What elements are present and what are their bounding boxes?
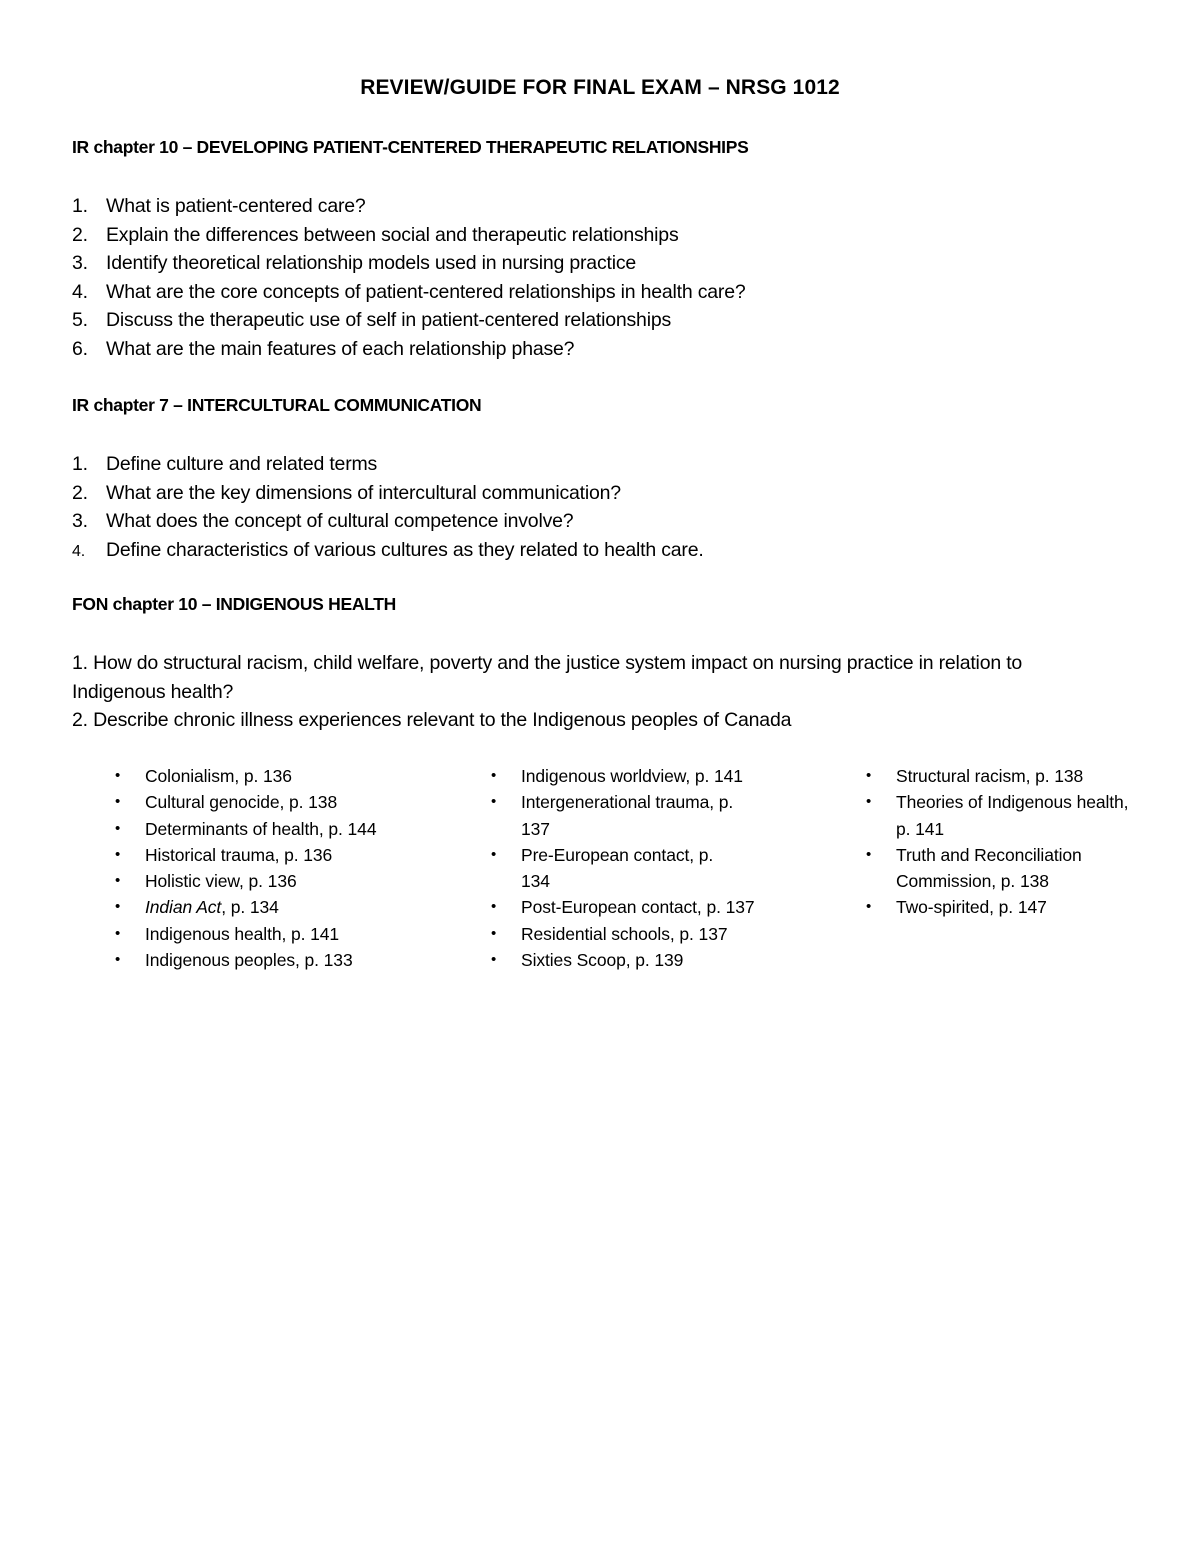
question-item: 1. How do structural racism, child welfare, poverty and the justice system impact on nursing practice in relation to Indigenous health? — [72, 652, 1023, 703]
term-item: • Theories of Indigenous health, p. 141 — [866, 789, 1131, 842]
bullet-icon: • — [115, 767, 121, 784]
question-list-ir-chapter-7 — [72, 450, 704, 564]
question-item: 2. What are the key dimensions of intercultural communication? — [72, 481, 621, 504]
bullet-icon: • — [491, 924, 497, 942]
bullet-icon: • — [866, 793, 872, 811]
term-item: • Determinants of health, p. 144 — [115, 816, 380, 842]
term-item: • Indigenous health, p. 141 — [115, 921, 405, 947]
question-item: 1. Define culture and related terms — [72, 453, 378, 475]
question-item: 1. What is patient-centered care? — [72, 195, 366, 217]
bullet-icon: • — [115, 924, 121, 942]
term-item: • Truth and Reconciliation Commission, p. 138 — [866, 842, 1141, 895]
bullet-icon: • — [115, 951, 121, 969]
term-item: • Holistic view, p. 136 — [115, 868, 405, 894]
bullet-icon: • — [866, 845, 872, 863]
term-item: • Two-spirited, p. 147 — [866, 894, 1126, 920]
question-list-ir-chapter-10 — [72, 192, 746, 364]
bullet-icon: • — [491, 845, 497, 863]
bullet-icon: • — [491, 898, 497, 916]
term-item: • Residential schools, p. 137 — [491, 921, 786, 947]
term-item: • Pre-European contact, p. 134 — [491, 842, 746, 895]
term-item: • Colonialism, p. 136 — [115, 763, 405, 789]
term-item: • Cultural genocide, p. 138 — [115, 789, 405, 815]
term-item: • Intergenerational trauma, p. 137 — [491, 789, 756, 842]
bullet-icon: • — [866, 767, 872, 784]
bullet-icon: • — [491, 793, 497, 811]
section-heading-fon-chapter-10: FON chapter 10 – INDIGENOUS HEALTH — [72, 594, 396, 614]
term-item: • Structural racism, p. 138 — [866, 763, 1126, 789]
section-heading-ir-chapter-7: IR chapter 7 – INTERCULTURAL COMMUNICATION — [72, 395, 482, 415]
question-item: 3. Identify theoretical relationship models used in nursing practice — [72, 252, 637, 275]
bullet-icon: • — [115, 872, 121, 890]
question-item: 5. Discuss the therapeutic use of self in patient-centered relationships — [72, 309, 672, 332]
term-item: • Indigenous peoples, p. 133 — [115, 947, 370, 973]
terms-column-3 — [866, 763, 1129, 921]
bullet-icon: • — [115, 845, 121, 863]
terms-column-2 — [491, 763, 756, 973]
bullet-icon: • — [866, 898, 872, 916]
question-item: 6. What are the main features of each relationship phase? — [72, 337, 575, 360]
term-item: • Post-European contact, p. 137 — [491, 894, 756, 920]
term-item: • Sixties Scoop, p. 139 — [491, 947, 756, 973]
bullet-icon: • — [115, 898, 121, 916]
section-heading-ir-chapter-10: IR chapter 10 – DEVELOPING PATIENT-CENTERED THERAPEUTIC RELATIONSHIPS — [72, 137, 749, 157]
document-title: REVIEW/GUIDE FOR FINAL EXAM – NRSG 1012 — [360, 76, 840, 99]
bullet-icon: • — [491, 767, 497, 784]
question-item: 2. Describe chronic illness experiences relevant to the Indigenous peoples of Canada — [72, 709, 792, 732]
question-item: 4. Define characteristics of various cultures as they related to health care. — [72, 538, 704, 561]
question-item: 4. What are the core concepts of patient-centered relationships in health care? — [72, 280, 746, 303]
bullet-icon: • — [115, 819, 121, 837]
term-item: • Indigenous worldview, p. 141 — [491, 763, 746, 789]
term-item: • Indian Act, p. 134 — [115, 894, 405, 920]
term-item: • Historical trauma, p. 136 — [115, 842, 405, 868]
bullet-icon: • — [115, 793, 121, 811]
question-item: 2. Explain the differences between social and therapeutic relationships — [72, 223, 679, 246]
terms-column-1 — [115, 763, 405, 973]
question-list-fon-chapter-10 — [72, 649, 1082, 735]
bullet-icon: • — [491, 951, 497, 969]
question-item: 3. What does the concept of cultural competence involve? — [72, 510, 574, 533]
